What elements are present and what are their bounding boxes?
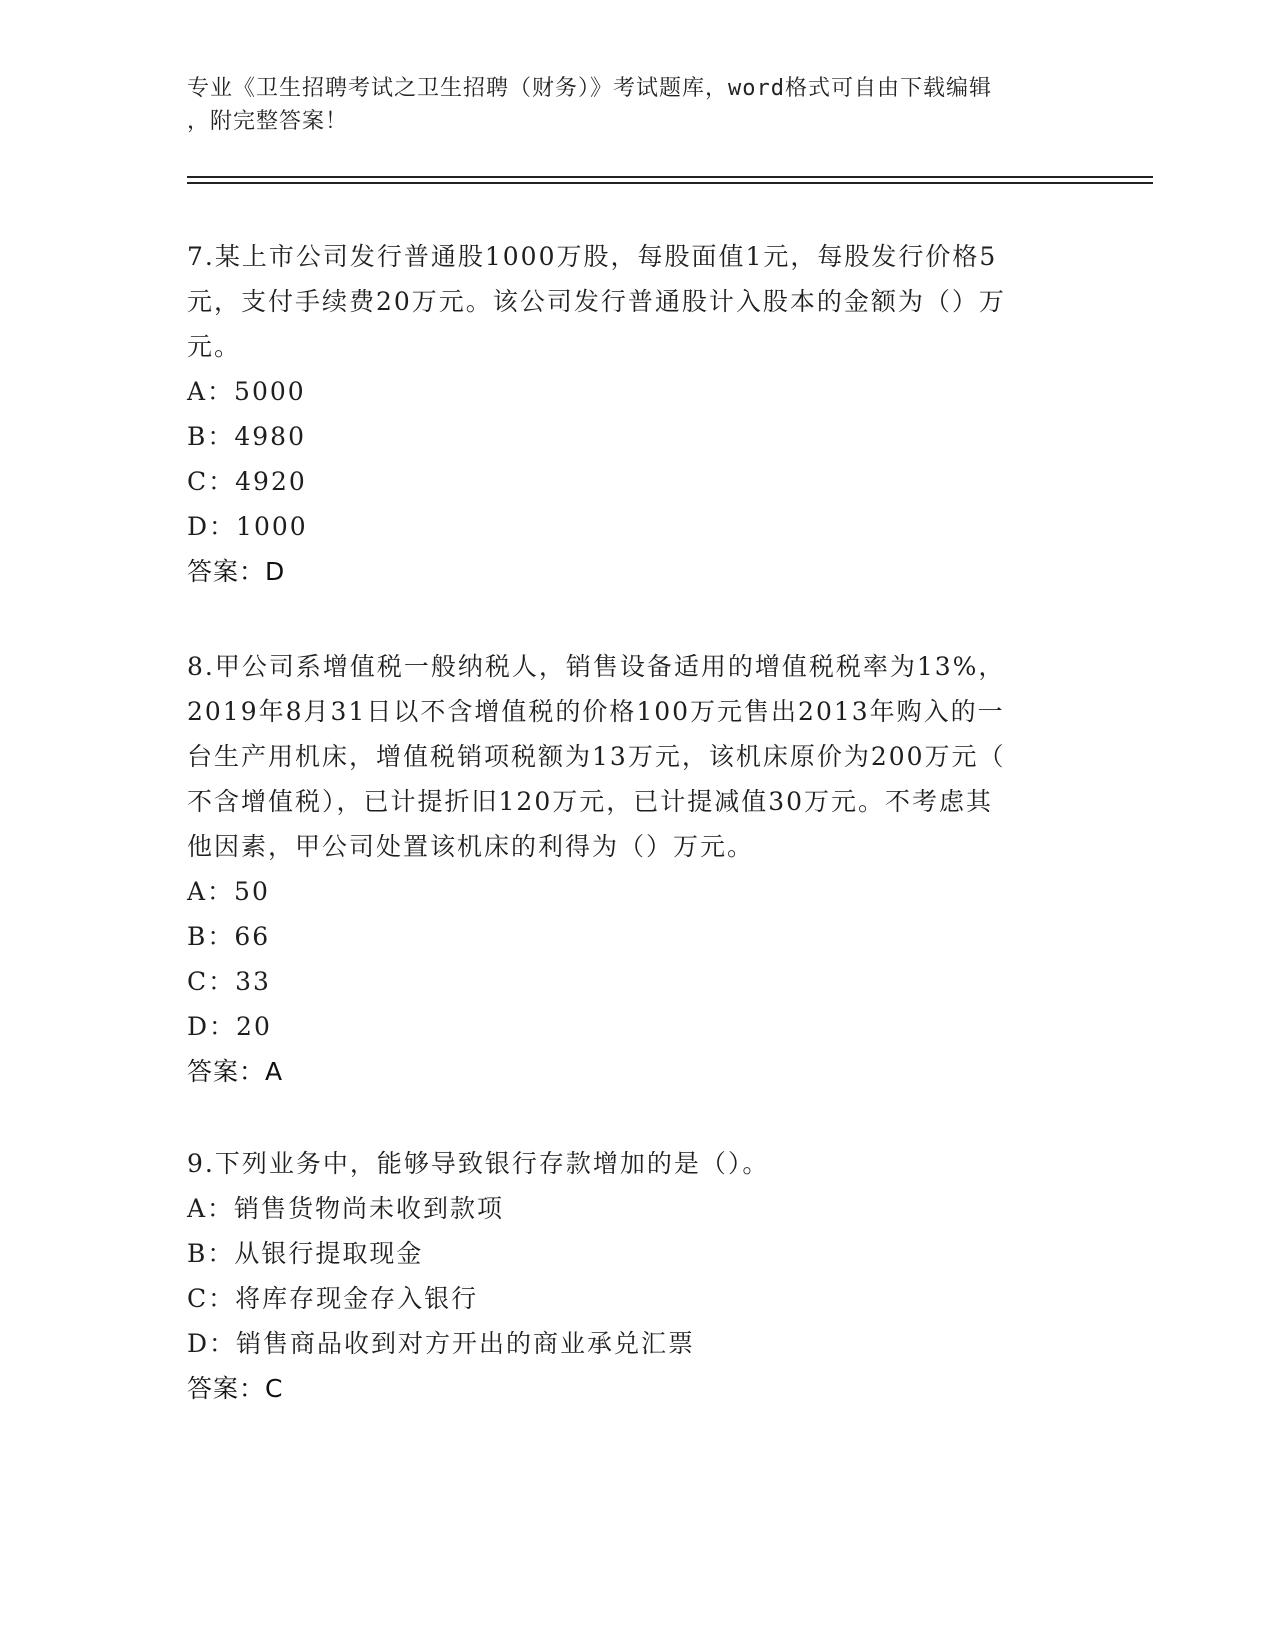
question-block bbox=[187, 644, 1087, 1094]
option-c: C：33 bbox=[187, 967, 271, 996]
header-line: ，附完整答案！ bbox=[187, 109, 349, 134]
option-c: C：4920 bbox=[187, 467, 307, 496]
option-a: A：50 bbox=[187, 877, 270, 906]
question-block bbox=[187, 1141, 1087, 1411]
question-stem-line: 不含增值税），已计提折旧120万元，已计提减值30万元。不考虑其 bbox=[187, 787, 994, 816]
question-block bbox=[187, 234, 1087, 594]
answer-line: 答案：D bbox=[187, 557, 286, 586]
option-d: D：20 bbox=[187, 1012, 272, 1041]
option-b: B：66 bbox=[187, 922, 271, 951]
question-stem-line: 元。 bbox=[187, 332, 242, 361]
question-stem-line: 7.某上市公司发行普通股1000万股，每股面值1元，每股发行价格5 bbox=[187, 242, 998, 271]
option-b: B：4980 bbox=[187, 422, 306, 451]
option-a: A：销售货物尚未收到款项 bbox=[187, 1194, 505, 1223]
option-b: B：从银行提取现金 bbox=[187, 1239, 424, 1268]
option-d: D：1000 bbox=[187, 512, 308, 541]
question-stem-line: 元，支付手续费20万元。该公司发行普通股计入股本的金额为（）万 bbox=[187, 287, 1006, 316]
option-c: C：将库存现金存入银行 bbox=[187, 1284, 479, 1313]
answer-line: 答案：C bbox=[187, 1374, 284, 1403]
header-divider bbox=[187, 182, 1153, 184]
question-stem-line: 台生产用机床，增值税销项税额为13万元，该机床原价为200万元（ bbox=[187, 742, 1006, 771]
question-stem-line: 2019年8月31日以不含增值税的价格100万元售出2013年购入的一 bbox=[187, 697, 1005, 726]
question-stem-line: 他因素，甲公司处置该机床的利得为（）万元。 bbox=[187, 832, 755, 861]
question-stem-line: 8.甲公司系增值税一般纳税人，销售设备适用的增值税税率为13%， bbox=[187, 652, 1006, 681]
option-d: D：销售商品收到对方开出的商业承兑汇票 bbox=[187, 1329, 696, 1358]
answer-line: 答案：A bbox=[187, 1057, 284, 1086]
header-divider bbox=[187, 176, 1153, 178]
option-a: A：5000 bbox=[187, 377, 306, 406]
question-stem-line: 9.下列业务中，能够导致银行存款增加的是（）。 bbox=[187, 1149, 770, 1178]
document-header bbox=[187, 72, 1067, 138]
header-line: 专业《卫生招聘考试之卫生招聘（财务）》考试题库，word格式可自由下载编辑 bbox=[187, 76, 992, 101]
